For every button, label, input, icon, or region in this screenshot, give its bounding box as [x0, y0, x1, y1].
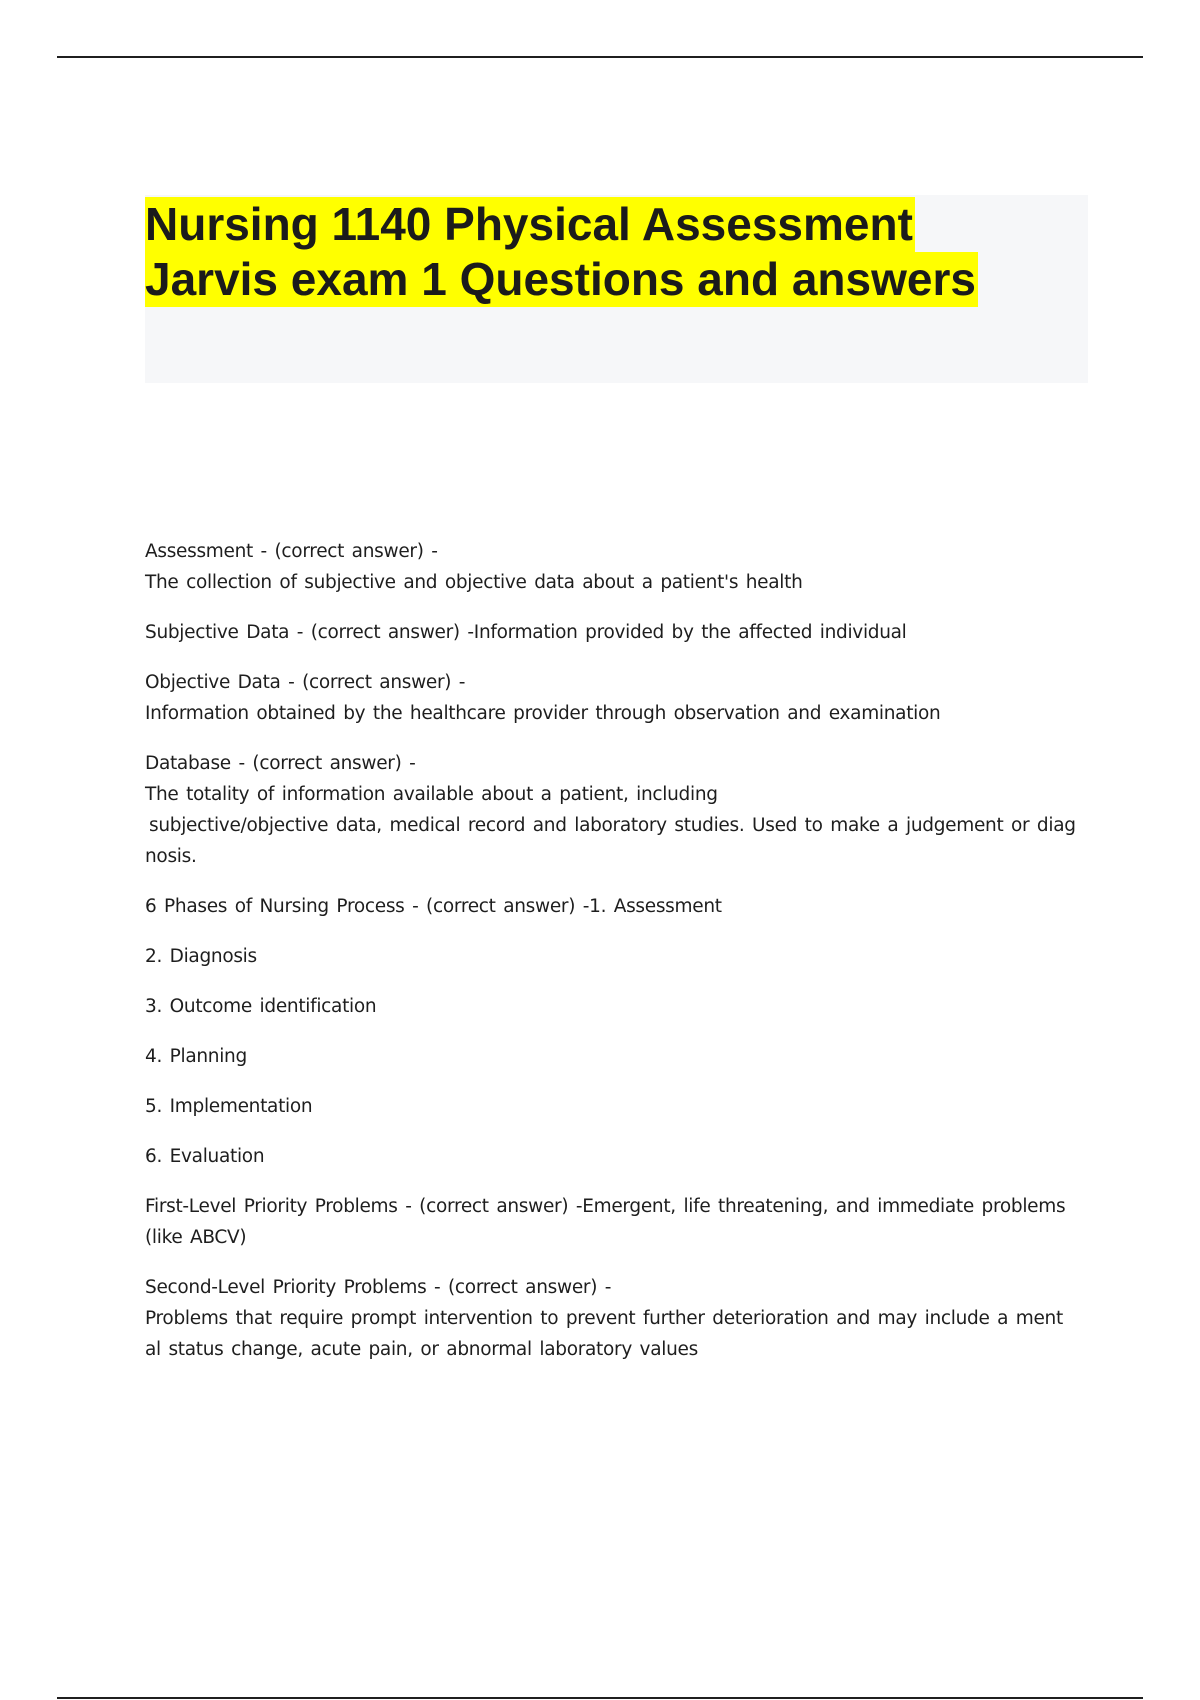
entry-answer: The collection of subjective and objective data about a patient's health	[145, 572, 803, 593]
list-item	[145, 991, 1090, 1022]
entry-question: First-Level Priority Problems - (correct answer) -Emergent, life threatening, and immediate problems	[145, 1196, 1066, 1217]
phase-item: 3. Outcome identification	[145, 996, 377, 1017]
bottom-rule	[57, 1697, 1143, 1699]
entry-question: 6 Phases of Nursing Process - (correct answer) -1. Assessment	[145, 896, 722, 917]
list-item	[145, 941, 1090, 972]
entry-objective-data	[145, 667, 1090, 729]
list-item	[145, 1141, 1090, 1172]
entry-question: Second-Level Priority Problems - (correct answer) -	[145, 1277, 612, 1298]
entry-answer-continued: al status change, acute pain, or abnormal laboratory values	[145, 1339, 698, 1360]
entry-subjective-data	[145, 617, 1090, 648]
entry-first-level-priority	[145, 1191, 1090, 1253]
entry-answer: The totality of information available about a patient, including	[145, 784, 718, 805]
entry-assessment	[145, 536, 1090, 598]
entry-second-level-priority	[145, 1272, 1090, 1365]
entry-answer-continued: nosis.	[145, 846, 197, 867]
document-body	[145, 536, 1090, 1384]
entry-question: Subjective Data - (correct answer) -Information provided by the affected individual	[145, 622, 907, 643]
phase-item: 5. Implementation	[145, 1096, 313, 1117]
entry-answer-continued: (like ABCV)	[145, 1227, 247, 1248]
entry-database	[145, 748, 1090, 872]
title-line-1: Nursing 1140 Physical Assessment	[145, 198, 913, 250]
entry-answer: Information obtained by the healthcare provider through observation and examination	[145, 703, 941, 724]
list-item	[145, 1091, 1090, 1122]
top-rule	[57, 56, 1143, 58]
entry-question: Database - (correct answer) -	[145, 753, 416, 774]
phase-item: 6. Evaluation	[145, 1146, 265, 1167]
entry-question: Objective Data - (correct answer) -	[145, 672, 466, 693]
entry-nursing-process-phases	[145, 891, 1090, 922]
entry-answer-continued: subjective/objective data, medical record and laboratory studies. Used to make a judgement or diag	[149, 815, 1076, 836]
entry-question: Assessment - (correct answer) -	[145, 541, 438, 562]
title-line-2: Jarvis exam 1 Questions and answers	[145, 253, 976, 305]
phase-item: 4. Planning	[145, 1046, 247, 1067]
list-item	[145, 1041, 1090, 1072]
document-title	[145, 197, 978, 307]
entry-answer: Problems that require prompt intervention to prevent further deterioration and may include a ment	[145, 1308, 1063, 1329]
phase-item: 2. Diagnosis	[145, 946, 257, 967]
